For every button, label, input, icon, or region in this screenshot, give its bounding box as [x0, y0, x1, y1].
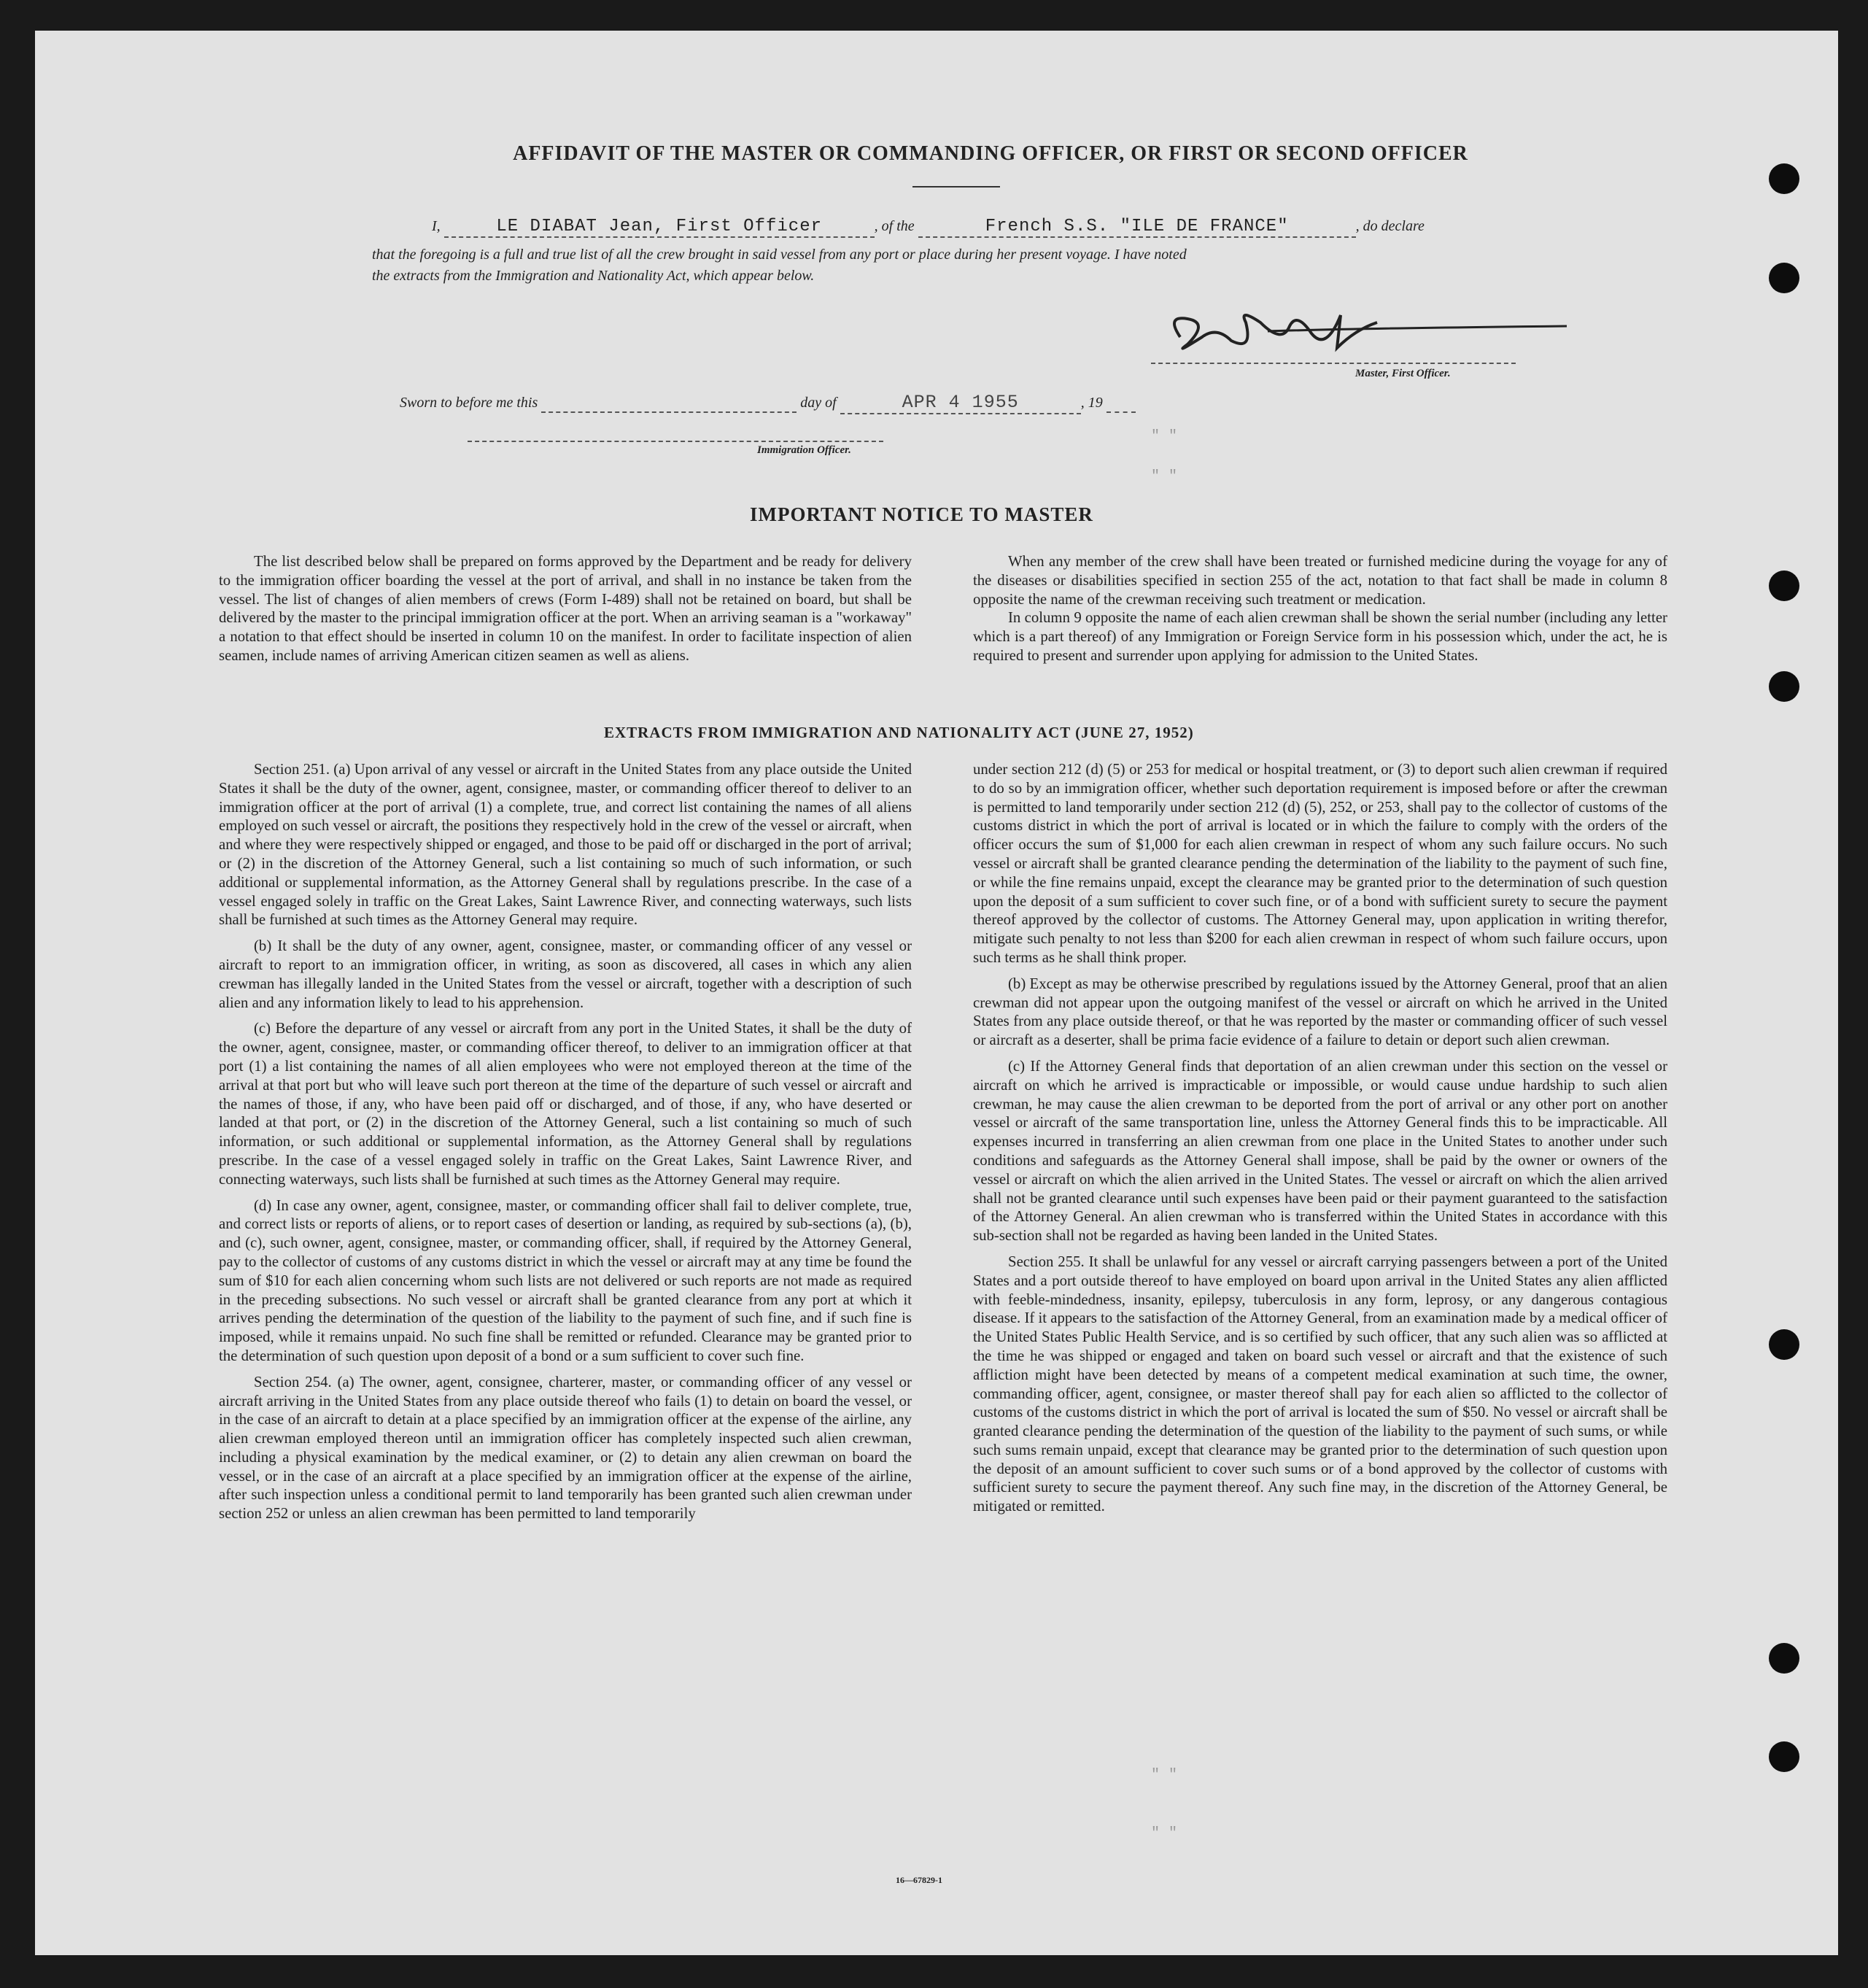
section-251b: (b) It shall be the duty of any owner, agent, consignee, master, or commanding officer of any vessel or aircraft to report to an immigration officer, in writing, as soon as discovered, all cases in which any alien crewman has illegally landed in the United States from the vessel or aircraft, together with a description of such alien and any information likely to lead to his apprehension.: [219, 937, 912, 1011]
notice-title: IMPORTANT NOTICE TO MASTER: [750, 503, 1093, 525]
bleed-through-mark: " ": [1151, 1767, 1178, 1784]
punch-hole: [1769, 1329, 1799, 1360]
section-254a: Section 254. (a) The owner, agent, consignee, charterer, master, or commanding officer of any vessel or aircraft arriving in the United States from any place outside thereof who fails (1) to detain on board the vessel, or in the case of an aircraft to detain at a place specified by an immigration officer at the expense of the airline, any alien crewman employed thereon until an immigration officer has completely inspected such alien crewman, including a physical examination by the medical examiner, or (2) to detain any alien crewman on board the vessel, or in the case of an aircraft at a place specified by an immigration officer at the expense of the airline, after such inspection unless a conditional permit to land temporarily has been granted such alien crewman under section 252 or unless an alien crewman has been permitted to land temporarily: [219, 1373, 912, 1523]
punch-hole: [1769, 571, 1799, 601]
extracts-title: EXTRACTS FROM IMMIGRATION AND NATIONALITY ACT (JUNE 27, 1952): [604, 724, 1194, 741]
officer-caption: Master, First Officer.: [1355, 368, 1451, 379]
vessel-name-field: French S.S. "ILE DE FRANCE": [918, 217, 1356, 238]
section-254b: (b) Except as may be otherwise prescribed by regulations issued by the Attorney General, proof that an alien crewman did not appear upon the outgoing manifest of the vessel or aircraft on which he arrived in the United States from any place outside thereof, or that he was reported by the master or commanding officer of such vessel or aircraft as a deserter, shall be prima facie evidence of a failure to detain or deport such alien crewman.: [973, 975, 1667, 1049]
punch-hole: [1769, 1643, 1799, 1674]
notice-paragraph: The list described below shall be prepared on forms approved by the Department and be ready for delivery to the immigration officer boarding the vessel at the port of arrival, and shall in no instance be taken from the vessel. The list of changes of alien members of crews (Form I-489) shall not be retained on board, but shall be delivered by the master to the principal immigration officer at the port. When an arriving seaman is a "workaway" a notation to that effect should be inserted in column 10 on the manifest. In order to facilitate inspection of alien seamen, include names of arriving American citizen seamen as well as aliens.: [219, 553, 912, 664]
sworn-date-field: [840, 392, 1081, 414]
notice-right-column: [973, 552, 1667, 665]
declaration-line-1: I, LE DIABAT Jean, First Officer , of the French S.S. "ILE DE FRANCE" , do declare: [432, 217, 1425, 236]
section-254a-continued: under section 212 (d) (5) or 253 for medical or hospital treatment, or (3) to deport such alien crewman if required to do so by an immigration officer, whether such deportation requirement is imposed before or after the crewman is permitted to land temporarily under section 212 (d) (5), 252, or 253, shall pay to the collector of customs of the customs district in which the port of arrival is located or in which the failure to comply with the orders of the officer occurs the sum of $1,000 for each alien crewman in respect of whom any such failure occurs. No such vessel or aircraft shall be granted clearance pending the determination of the liability to the payment of such fine, or while the fine remains unpaid, except the clearance may be granted prior to the determination of such question upon the deposit of a sum sufficient to cover such fine, or of a bond with sufficient surety to secure the payment thereof approved by the collector of customs. The Attorney General may, upon application in writing therefor, mitigate such penalty to not less than $200 for each alien crewman in respect of whom such failure occurs, upon such terms as he shall think proper.: [973, 761, 1667, 966]
punch-hole: [1769, 671, 1799, 702]
bleed-through-mark: " ": [1151, 428, 1178, 445]
section-251c: (c) Before the departure of any vessel or aircraft from any port in the United States, it shall be the duty of the owner, agent, consignee, master, or commanding officer thereof, to deliver to an immigration officer at that port (1) a list containing the names of all alien employees who were not employed thereon at the time of the arrival at that port but who will leave such port thereon at the time of the departure of such vessel or aircraft and the names of those, if any, who have been paid off or discharged, and of those, if any, who have deserted or landed at that port, or (2) in the discretion of the Attorney General, such a list containing so much of such information, or such additional or supplemental information, as the Attorney General shall by regulations prescribe. In the case of a vessel engaged solely in traffic on the Great Lakes, Saint Lawrence River, and connecting waterways, such lists shall be furnished at such times as the Attorney General may require.: [219, 1020, 912, 1188]
affidavit-title: AFFIDAVIT OF THE MASTER OR COMMANDING OFFICER, OR FIRST OR SECOND OFFICER: [513, 142, 1468, 165]
extracts-right-column: [973, 760, 1667, 1523]
extracts-left-column: [219, 760, 912, 1531]
section-255: Section 255. It shall be unlawful for any vessel or aircraft carrying passengers between a port of the United States and a port outside thereof to have employed on board upon arrival in the United States any alien afflicted with feeble-mindedness, insanity, epilepsy, tuberculosis in any form, leprosy, or any dangerous contagious disease. If it appears to the satisfaction of the Attorney General, from an examination made by a medical officer of the United States Public Health Service, and is so certified by such officer, that any such alien was so afflicted at the time he was shipped or engaged and taken on board such vessel or aircraft and that the existence of such affliction might have been detected by means of a competent medical examination at such time, the owner, commanding officer, agent, consignee, or master thereof shall pay for each alien so afflicted to the collector of customs of the customs district in which the port of arrival is located the sum of $50. No vessel or aircraft shall be granted clearance pending the determination of the question of the liability to the payment of such sums, or while such sums remain unpaid, except that clearance may be granted prior to the determination of such question upon the deposit of an amount sufficient to cover such sums or of a bond approved by the collector of customs with sufficient surety to secure the payment thereof. Any such fine may, in the discretion of the Attorney General, be mitigated or remitted.: [973, 1253, 1667, 1515]
punch-hole: [1769, 163, 1799, 194]
immigration-officer-caption: Immigration Officer.: [757, 444, 851, 456]
officer-name-field: LE DIABAT Jean, First Officer: [444, 217, 875, 238]
title-rule: [912, 186, 1000, 187]
declaration-line-2: that the foregoing is a full and true list of all the crew brought in said vessel from any port or place during her present voyage. I have noted: [372, 247, 1187, 263]
notice-paragraph: In column 9 opposite the name of each alien crewman shall be shown the serial number (including any letter which is a part thereof) of any Immigration or Foreign Service form in his possession which, under the act, he is required to present and surrender upon applying for admission to the United States.: [973, 609, 1667, 664]
form-number: 16—67829-1: [896, 1875, 942, 1885]
punch-hole: [1769, 263, 1799, 293]
punch-hole: [1769, 1741, 1799, 1772]
signature-scribble: [1136, 293, 1574, 366]
section-251d: (d) In case any owner, agent, consignee, master, or commanding officer shall fail to deliver complete, true, and correct lists or reports of aliens, or to report cases of desertion or landing, as required by sub-sections (a), (b), and (c), such owner, agent, consignee, master, or commanding officer, shall, if required by the Attorney General, pay to the collector of customs of any customs district in which the vessel or aircraft may at any time be found the sum of $10 for each alien concerning whom such lists are not delivered or such reports are not made as required in the preceding subsections. No such vessel or aircraft shall be granted clearance from any port at which it arrives pending the determination of the question of the liability to the payment of such fine, and if such fine is imposed, while it remains unpaid. No such fine shall be remitted or refunded. Clearance may be granted prior to the determination of such question upon deposit of a bond or a sum sufficient to cover such fine.: [219, 1196, 912, 1364]
sworn-line: Sworn to before me this day of APR 4 1955 , 19: [400, 392, 1275, 414]
bleed-through-mark: " ": [1151, 468, 1178, 485]
document-sheet: [35, 31, 1838, 1955]
date-stamp: APR 4 1955: [902, 392, 1019, 413]
declaration-line-3: the extracts from the Immigration and Nationality Act, which appear below.: [372, 268, 815, 284]
sworn-year-field: [1107, 395, 1136, 413]
notice-left-column: [219, 552, 912, 665]
sworn-day-field: [541, 395, 797, 413]
officer-signature: [1136, 293, 1574, 370]
section-254c: (c) If the Attorney General finds that deportation of an alien crewman under this section on the vessel or aircraft on which he arrived is impracticable or impossible, or would cause undue hardship to such alien crewman, he may cause the alien crewman to be deported from the port of arrival or any other port on another vessel or aircraft of the same transportation line, unless the Attorney General finds this to be impracticable. All expenses incurred in transferring an alien crewman from one place in the United States to another under such conditions and safeguards as the Attorney General shall impose, shall be paid by the owner or owners of the vessel or aircraft on which the alien arrived in the United States. The vessel or aircraft on which the alien arrived shall not be granted clearance until such expenses have been paid or their payment guaranteed to the satisfaction of the Attorney General. An alien crewman who is transferred within the United States in accordance with this sub-section shall not be regarded as having been landed in the United States.: [973, 1057, 1667, 1245]
signature-rule: [1151, 363, 1516, 365]
bleed-through-mark: " ": [1151, 1825, 1178, 1842]
notice-paragraph: When any member of the crew shall have been treated or furnished medicine during the voyage for any of the diseases or disabilities specified in section 255 of the act, notation to that fact shall be made in column 8 opposite the name of the crewman receiving such treatment or medication.: [973, 553, 1667, 608]
section-251a: Section 251. (a) Upon arrival of any vessel or aircraft in the United States from any place outside the United States it shall be the duty of the owner, agent, consignee, master, or commanding officer thereof to deliver to an immigration officer at the port of arrival (1) a complete, true, and correct list containing the names of all aliens employed on such vessel or aircraft, the positions they respectively hold in the crew of the vessel or aircraft, when and where they were respectively shipped or engaged, and those to be paid off or discharged in the port of arrival; or (2) in the discretion of the Attorney General, such a list containing so much of such information, or such additional or supplemental information, as the Attorney General shall by regulations prescribe. In the case of a vessel engaged solely in traffic on the Great Lakes, Saint Lawrence River, and connecting waterways, such lists shall be furnished at such times as the Attorney General may require.: [219, 761, 912, 929]
immigration-officer-line: [468, 441, 883, 443]
